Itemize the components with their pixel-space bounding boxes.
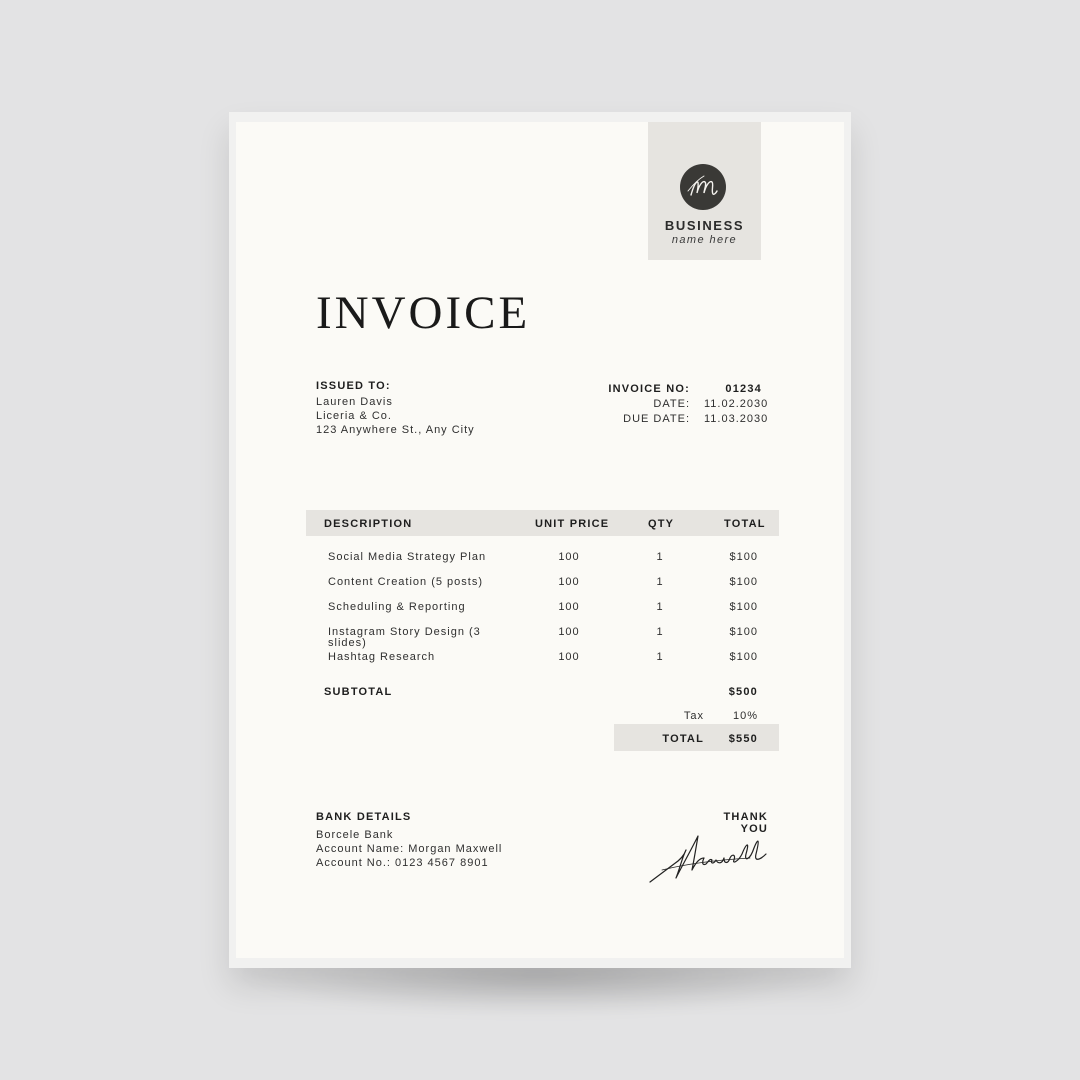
item-unit-price: 100	[558, 551, 580, 563]
invoice-date-row	[606, 396, 769, 411]
client-company: Liceria & Co.	[316, 410, 392, 422]
item-total: $100	[729, 576, 758, 588]
item-unit-price: 100	[558, 601, 580, 613]
issued-to-label: ISSUED TO:	[316, 380, 391, 392]
column-header-description: DESCRIPTION	[324, 518, 413, 530]
invoice-page	[236, 122, 844, 958]
item-total: $100	[729, 626, 758, 638]
page-title: INVOICE	[316, 287, 531, 339]
item-total: $100	[729, 551, 758, 563]
invoice-number-row	[606, 381, 762, 396]
item-unit-price: 100	[558, 651, 580, 663]
business-tagline: name here	[671, 234, 738, 246]
due-date-row	[606, 411, 769, 426]
due-date: 11.03.2030	[704, 412, 769, 425]
invoice-number: 01234	[725, 382, 762, 395]
bank-details-label: BANK DETAILS	[316, 811, 412, 823]
table-row	[236, 602, 844, 627]
signature	[646, 824, 786, 891]
business-name: BUSINESS	[664, 218, 745, 233]
item-total: $100	[729, 651, 758, 663]
table-row	[236, 652, 844, 677]
item-description: Content Creation (5 posts)	[328, 576, 484, 588]
bank-name: Borcele Bank	[316, 829, 394, 841]
item-total: $100	[729, 601, 758, 613]
thank-you-text: THANK YOU	[723, 811, 768, 835]
invoice-meta-block	[606, 381, 769, 426]
table-header	[306, 510, 779, 536]
invoice-date: 11.02.2030	[704, 397, 769, 410]
due-date-label: DUE DATE:	[623, 412, 690, 425]
item-description: Scheduling & Reporting	[328, 601, 466, 613]
tax-label: Tax	[683, 710, 704, 722]
subtotal-value: $500	[728, 686, 758, 698]
invoice-date-label: DATE:	[653, 397, 690, 410]
table-row	[236, 577, 844, 602]
item-unit-price: 100	[558, 576, 580, 588]
table-row	[236, 552, 844, 577]
table-row	[236, 627, 844, 652]
tax-value: 10%	[732, 710, 758, 722]
item-qty: 1	[656, 626, 664, 638]
column-header-unit-price: UNIT PRICE	[535, 518, 610, 530]
logo-monogram-icon	[680, 164, 726, 210]
item-qty: 1	[656, 551, 664, 563]
bank-details-block	[316, 811, 502, 870]
business-logo	[648, 122, 761, 260]
column-header-total: TOTAL	[724, 518, 766, 530]
item-qty: 1	[656, 601, 664, 613]
item-description: Hashtag Research	[328, 651, 436, 663]
item-description: Social Media Strategy Plan	[328, 551, 487, 563]
item-description: Instagram Story Design (3 slides)	[328, 626, 481, 649]
item-qty: 1	[656, 651, 664, 663]
client-address: 123 Anywhere St., Any City	[316, 424, 475, 436]
item-qty: 1	[656, 576, 664, 588]
grand-total-box	[614, 724, 779, 751]
invoice-number-label: INVOICE NO:	[608, 382, 690, 395]
account-name: Account Name: Morgan Maxwell	[316, 843, 503, 855]
total-value: $550	[728, 733, 758, 745]
item-unit-price: 100	[558, 626, 580, 638]
column-header-qty: QTY	[648, 518, 675, 530]
client-name: Lauren Davis	[316, 396, 393, 408]
total-label: TOTAL	[662, 733, 704, 745]
subtotal-label: SUBTOTAL	[324, 686, 393, 698]
issued-to-block	[316, 380, 475, 437]
account-number: Account No.: 0123 4567 8901	[316, 857, 489, 869]
